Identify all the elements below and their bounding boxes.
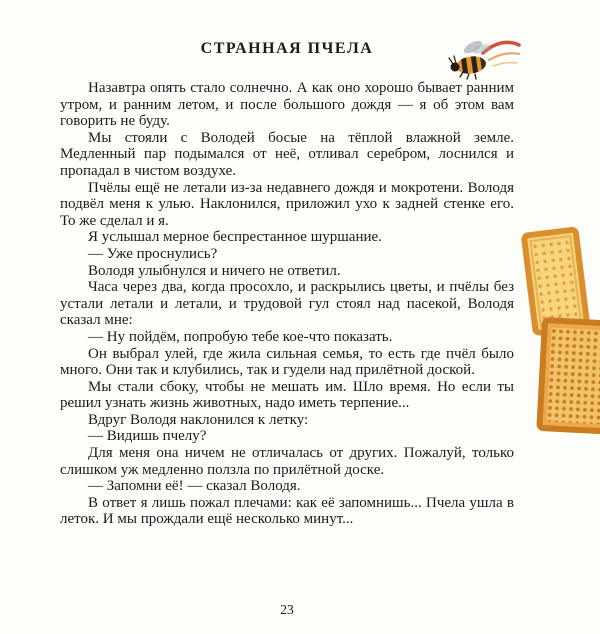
paragraph: Мы стали сбоку, чтобы не мешать им. Шло время. Но если ты решил узнать жизнь животных, надо иметь терпение...	[60, 378, 514, 412]
story-title: СТРАННАЯ ПЧЕЛА	[200, 40, 374, 57]
page-number: 23	[280, 602, 294, 617]
paragraph: Часа через два, когда просохло, и раскрылись цветы, и пчёлы без устали летали и летали, и трудовой гул стоял над пасекой, Володя сказал мне:	[60, 279, 514, 329]
paragraph: Для меня она ничем не отличалась от других. Пожалуй, только слишком уж медленно ползла по прилётной доске.	[60, 445, 514, 478]
paragraph-dialogue: — Уже проснулись?	[88, 245, 218, 262]
story-text	[60, 80, 514, 528]
paragraph: Вдруг Володя наклонился к летку:	[88, 411, 309, 428]
paragraph-dialogue: — Ну пойдём, попробую тебе кое-что показать.	[88, 328, 393, 345]
paragraph: Володя улыбнулся и ничего не ответил.	[88, 262, 341, 279]
paragraph: В ответ я лишь пожал плечами: как её запомнишь... Пчела ушла в леток. И мы прождали ещё несколько минут...	[60, 494, 514, 528]
honeycomb-frames-icon	[520, 224, 600, 434]
paragraph: Пчёлы ещё не летали из-за недавнего дождя и мокротени. Володя подвёл меня к улью. Наклонился, приложил ухо к задней стенке его. То же сделал и я.	[60, 179, 514, 229]
paragraph: Я услышал мерное беспрестанное шуршание.	[88, 229, 382, 246]
paragraph: Он выбрал улей, где жила сильная семья, то есть где пчёл было много. Они так и клубились, так и гудели над прилётной доской.	[60, 345, 514, 379]
paragraph: Мы стояли с Володей босые на тёплой влажной земле. Медленный пар подымался от неё, отливал серебром, лоснился и пропадал в чистом воздухе.	[60, 129, 514, 179]
bee-icon	[443, 36, 521, 84]
bee-illustration	[443, 36, 521, 84]
honeycomb-frames-illustration	[520, 224, 600, 434]
paragraph-dialogue: — Запомни её! — сказал Володя.	[88, 478, 301, 495]
paragraph: Назавтра опять стало солнечно. А как оно хорошо бывает ранним утром, и ранним летом, и после большого дождя — я об этом вам говорить не буду.	[60, 80, 514, 130]
paragraph-dialogue: — Видишь пчелу?	[88, 428, 207, 445]
